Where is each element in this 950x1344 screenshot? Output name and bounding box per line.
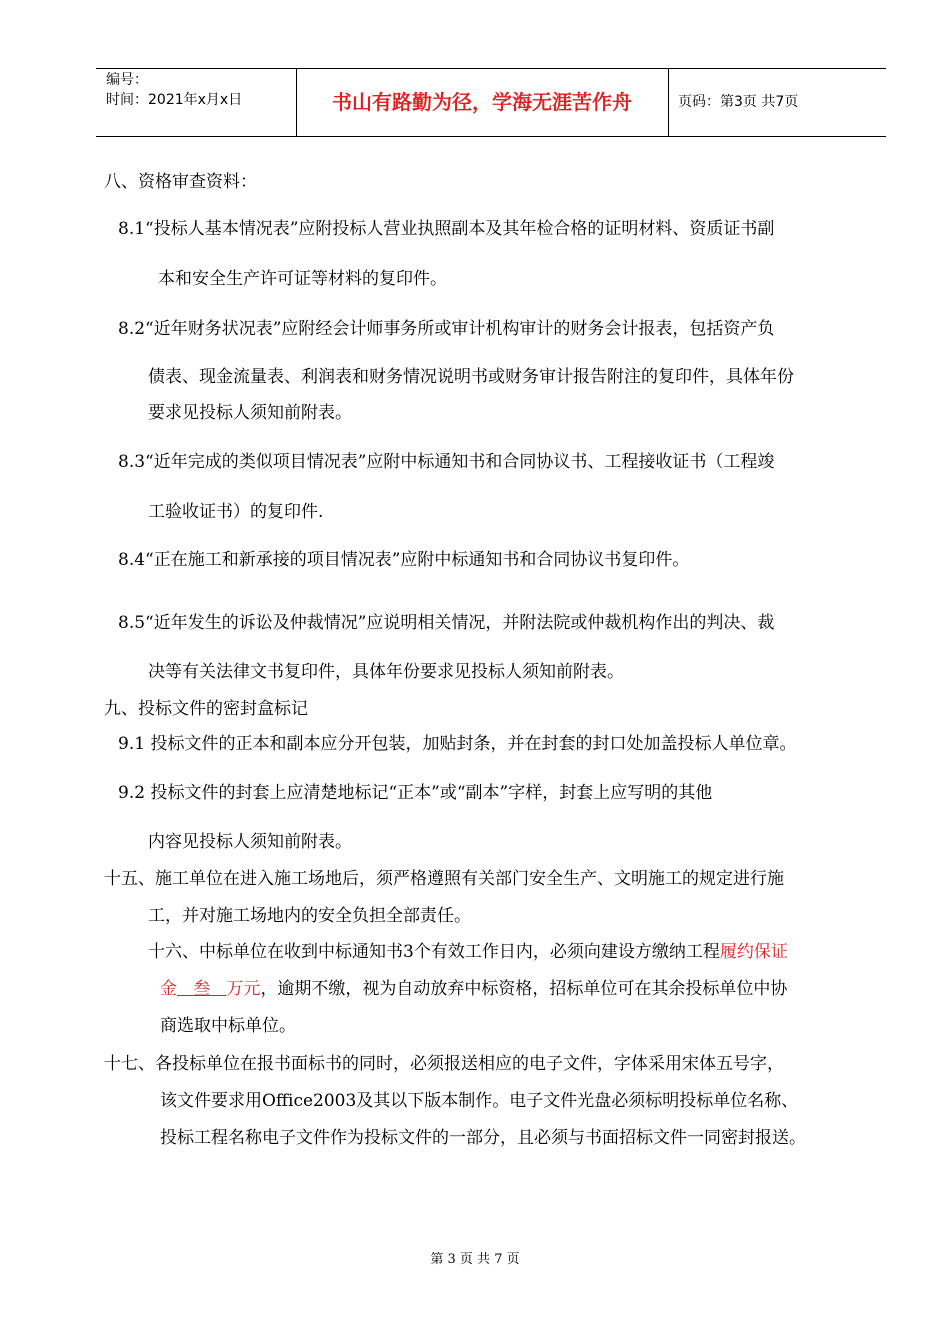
document-header [96,68,886,137]
deposit-term: 履约保证 [719,942,788,962]
section-16-line2 [160,978,787,1000]
item-8-1-line2: 本和安全生产许可证等材料的复印件。 [158,269,447,289]
item-8-3-line1: 8.3“近年完成的类似项目情况表”应附中标通知书和合同协议书、工程接收证书（工程竣 [118,452,775,472]
item-8-4: 8.4“正在施工和新承接的项目情况表”应附中标通知书和合同协议书复印件。 [118,550,690,570]
footer-page-number: 第 3 页 共 7 页 [430,1252,520,1267]
item-8-2-line1: 8.2“近年财务状况表”应附经会计师事务所或审计机构审计的财务会计报表，包括资产负 [118,319,775,339]
section-17-line1: 十七、各投标单位在报书面标书的同时，必须报送相应的电子文件，字体采用宋体五号字， [104,1054,784,1074]
deposit-unit: 万元 [226,979,261,999]
section-9-heading: 九、投标文件的密封盒标记 [104,699,308,719]
section-16-line3: 商选取中标单位。 [160,1016,296,1036]
doc-time-label: 时间：2021年x月x日 [106,92,243,108]
item-8-3-line2: 工验收证书）的复印件. [148,502,324,522]
section-15-line1: 十五、施工单位在进入施工场地后，须严格遵照有关部门安全生产、文明施工的规定进行施 [104,869,784,889]
deposit-amount: 叁 [177,979,227,999]
header-motto: 书山有路勤为径，学海无涯苦作舟 [296,69,669,136]
item-8-5-line1: 8.5“近年发生的诉讼及仲裁情况”应说明相关情况，并附法院或仲裁机构作出的判决、裁 [118,613,775,633]
item-8-1-line1: 8.1“投标人基本情况表”应附投标人营业执照副本及其年检合格的证明材料、资质证书副 [118,219,775,239]
item-8-5-line2: 决等有关法律文书复印件，具体年份要求见投标人须知前附表。 [148,662,624,682]
section-16-text: 十六、中标单位在收到中标通知书3个有效工作日内，必须向建设方缴纳工程 [148,942,720,962]
deposit-term-end: 金 [160,979,177,999]
section-16-continuation: ，逾期不缴，视为自动放弃中标资格，招标单位可在其余投标单位中协 [260,979,788,999]
item-8-2-line3: 要求见投标人须知前附表。 [148,403,352,423]
doc-number-label: 编号： [106,72,148,88]
section-16-line1 [148,941,788,963]
item-9-2-line1: 9.2 投标文件的封套上应清楚地标记“正本”或“副本”字样，封套上应写明的其他 [118,783,713,803]
section-8-heading: 八、资格审查资料： [104,172,257,192]
item-9-2-line2: 内容见投标人须知前附表。 [148,832,352,852]
section-17-line2: 该文件要求用Office2003及其以下版本制作。电子文件光盘必须标明投标单位名称、 [160,1091,799,1111]
header-page-label: 页码：第3页 共7页 [678,94,799,110]
header-info-cell [96,69,297,136]
section-17-line3: 投标工程名称电子文件作为投标文件的一部分，且必须与书面招标文件一同密封报送。 [160,1128,806,1148]
item-9-1: 9.1 投标文件的正本和副本应分开包装，加贴封条，并在封套的封口处加盖投标人单位章。 [118,734,797,754]
section-15-line2: 工，并对施工场地内的安全负担全部责任。 [148,906,471,926]
item-8-2-line2: 债表、现金流量表、利润表和财务情况说明书或财务审计报告附注的复印件，具体年份 [148,367,794,387]
